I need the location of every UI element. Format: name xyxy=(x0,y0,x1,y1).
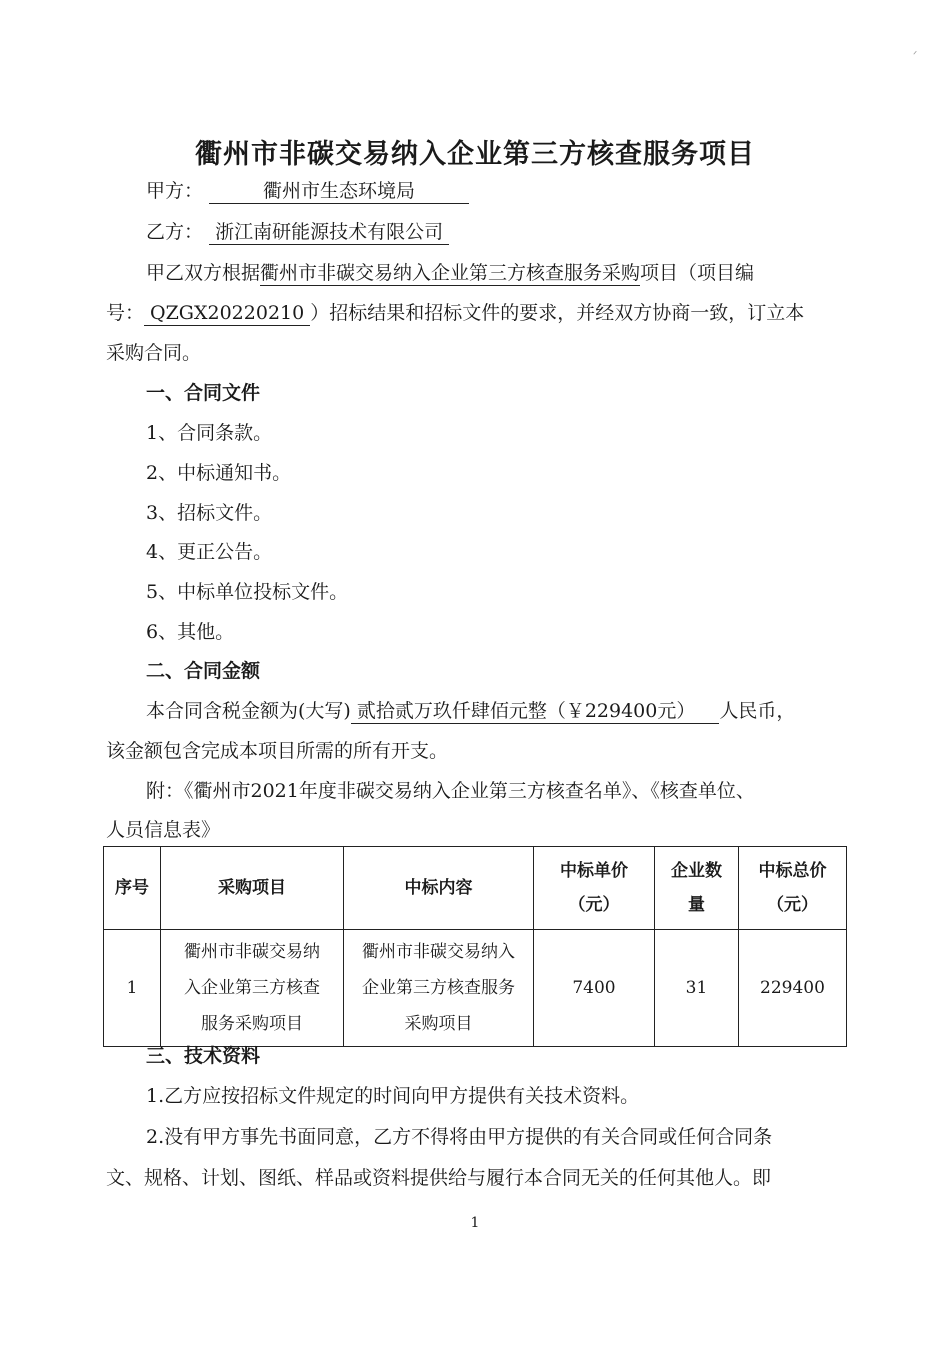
amount-line-1 xyxy=(146,691,851,731)
project-code: QZGX20220210 xyxy=(144,301,310,326)
col-unit-price xyxy=(534,847,655,930)
intro-line2-post: ）招标结果和招标文件的要求，并经双方协商一致，订立本 xyxy=(310,302,805,324)
amount-line-2: 该金额包含完成本项目所需的所有开支。 xyxy=(106,740,449,762)
intro-line2-pre: 号： xyxy=(106,302,145,324)
intro-project: 衢州市非碳交易纳入企业第三方核查服务采购 xyxy=(260,262,641,284)
col-unit-price-line-2: （元） xyxy=(568,895,620,915)
cell-content-line-1: 衢州市非碳交易纳入 xyxy=(362,942,515,962)
tech-paragraph-2-line-1: 2.没有甲方事先书面同意，乙方不得将由甲方提供的有关合同或任何合同条 xyxy=(146,1126,773,1148)
cell-item-line-3: 服务采购项目 xyxy=(201,1014,303,1034)
tech-paragraph-2-line-2: 文、规格、计划、图纸、样品或资料提供给与履行本合同无关的任何其他人。即 xyxy=(106,1167,772,1189)
list-item: 6、其他。 xyxy=(146,621,235,643)
section-1-heading: 一、合同文件 xyxy=(146,382,261,404)
party-a-label: 甲方： xyxy=(146,180,204,202)
intro-pre: 甲乙双方根据 xyxy=(146,262,261,284)
intro-line-3: 采购合同。 xyxy=(106,342,202,364)
cell-content-line-2: 企业第三方核查服务 xyxy=(362,978,515,998)
corner-mark-icon: ᐟ xyxy=(913,50,918,61)
list-item: 5、中标单位投标文件。 xyxy=(146,581,349,603)
cell-total: 229400 xyxy=(739,930,847,1047)
party-a-line xyxy=(146,171,851,211)
intro-mid: 项目（项目编 xyxy=(640,262,755,284)
col-total-line-1: 中标总价 xyxy=(758,861,827,881)
col-item: 采购项目 xyxy=(161,847,344,930)
cell-item-line-2: 入企业第三方核查 xyxy=(184,978,320,998)
cell-seq: 1 xyxy=(104,930,161,1047)
table-header-row xyxy=(104,847,847,930)
amount-words: 贰拾贰万玖仟肆佰元整（￥229400元） xyxy=(351,699,720,724)
col-count-line-1: 企业数 xyxy=(671,861,722,881)
col-total xyxy=(739,847,847,930)
col-count-line-2: 量 xyxy=(688,895,705,915)
cell-unit-price: 7400 xyxy=(534,930,655,1047)
list-item: 3、招标文件。 xyxy=(146,502,273,524)
col-count xyxy=(655,847,739,930)
col-seq: 序号 xyxy=(104,847,161,930)
attachment-line-1: 附：《衢州市2021年度非碳交易纳入企业第三方核查名单》、《核查单位、 xyxy=(146,780,755,802)
intro-line-2 xyxy=(106,293,851,333)
amount-post: 人民币， xyxy=(719,700,796,722)
party-b-label: 乙方： xyxy=(146,221,204,243)
bid-table xyxy=(103,846,847,1047)
list-item: 2、中标通知书。 xyxy=(146,462,292,484)
cell-content xyxy=(344,930,534,1047)
list-item: 4、更正公告。 xyxy=(146,541,273,563)
col-content: 中标内容 xyxy=(344,847,534,930)
party-a-value: 衢州市生态环境局 xyxy=(209,179,469,204)
col-total-line-2: （元） xyxy=(767,895,818,915)
section-3-heading: 三、技术资料 xyxy=(146,1045,261,1067)
page-number: 1 xyxy=(470,1215,480,1231)
intro-line-1 xyxy=(146,253,851,293)
col-unit-price-line-1: 中标单价 xyxy=(560,861,628,881)
amount-pre: 本合同含税金额为(大写) xyxy=(146,700,351,722)
cell-count: 31 xyxy=(655,930,739,1047)
page-title: 衢州市非碳交易纳入企业第三方核查服务项目 xyxy=(195,139,755,170)
cell-item xyxy=(161,930,344,1047)
party-b-value: 浙江南研能源技术有限公司 xyxy=(209,220,449,245)
section-2-heading: 二、合同金额 xyxy=(146,660,261,682)
party-b-line xyxy=(146,212,851,252)
table-row xyxy=(104,930,847,1047)
cell-item-line-1: 衢州市非碳交易纳 xyxy=(184,942,320,962)
tech-paragraph-1: 1.乙方应按招标文件规定的时间向甲方提供有关技术资料。 xyxy=(146,1085,640,1107)
cell-content-line-3: 采购项目 xyxy=(404,1014,473,1034)
list-item: 1、合同条款。 xyxy=(146,422,273,444)
attachment-line-2: 人员信息表》 xyxy=(106,819,221,841)
